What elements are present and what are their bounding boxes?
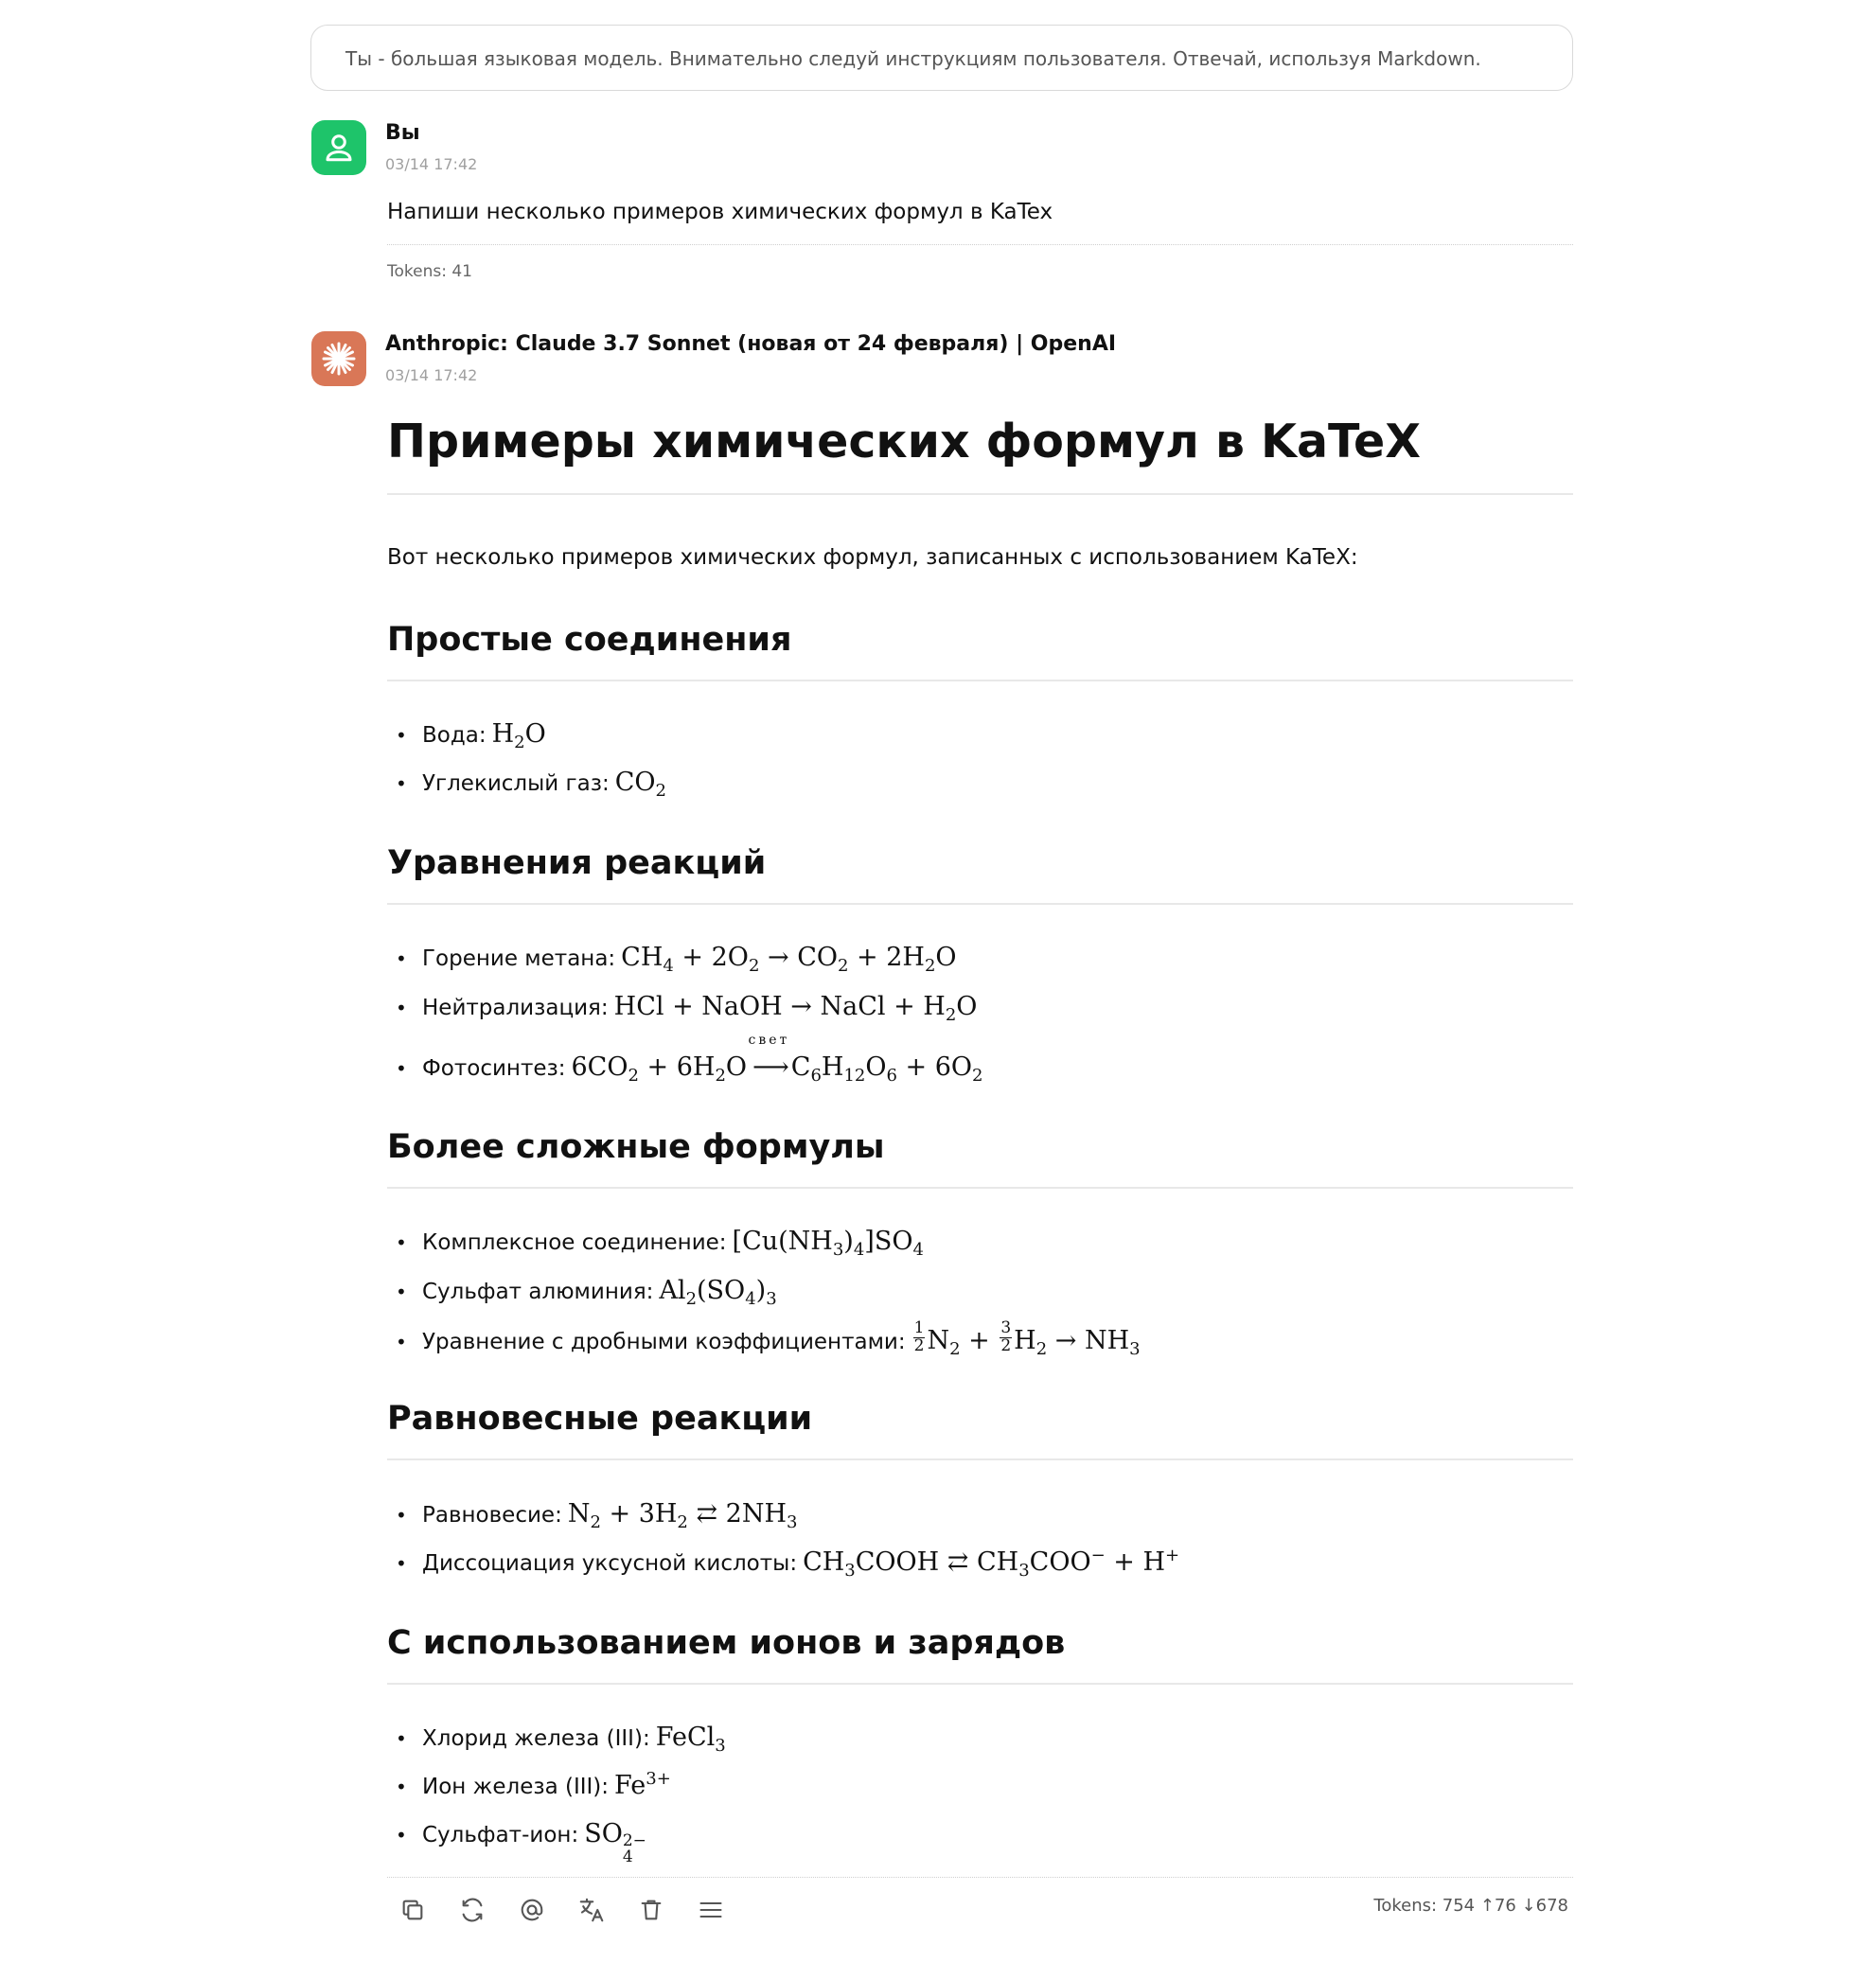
system-prompt[interactable]: Ты - большая языковая модель. Внимательно следуй инструкциям пользователя. Отвечай, используя Markdown. [310, 25, 1573, 91]
formula: HCl + NaOH → NaCl + $H_2O$ [613, 992, 978, 1025]
response-title: Примеры химических формул в KaTeX [387, 415, 1421, 468]
copy-button[interactable] [394, 1891, 432, 1929]
formula: $H_2O$ [491, 719, 546, 752]
formula: $\frac{1}{2}$ $N_2$ + $\frac{3}{2}$ $H_2 \to NH_3$ [913, 1318, 1141, 1359]
list-item: • Диссоциация уксусной кислоты: $CH_3COOH$ ⇄ $CH_3COO^- + H^+$ [396, 1546, 1180, 1581]
formula: FeCl$_3$ [655, 1723, 726, 1756]
mention-icon [519, 1897, 545, 1923]
section-heading: Простые соединения [387, 621, 792, 659]
formula: $CO_2$ [614, 768, 666, 801]
translate-icon [577, 1896, 606, 1924]
item-label: Фотосинтез: [422, 1056, 566, 1081]
list-item: • Уравнение с дробными коэффициентами: $\frac{1}{2}$ $N_2$ + $\frac{3}{2}$ $H_2 \to NH_3$ [396, 1318, 1141, 1359]
copy-icon [399, 1897, 426, 1923]
section-rule [387, 680, 1573, 681]
delete-button[interactable] [632, 1891, 670, 1929]
delete-icon [638, 1897, 664, 1923]
formula: $6CO_2 + 6H_2O$ свет ⟶ $C_6H_{12}O_6 + 6O_2$ [571, 1033, 983, 1086]
formula: $Al_2(SO_4)_3$ [659, 1276, 777, 1309]
user-icon [322, 131, 356, 165]
title-rule [387, 493, 1573, 495]
item-label: Горение метана: [422, 946, 616, 971]
list-item: • Равновесие: $N_2 + 3H_2$ ⇄ $2NH_3$ [396, 1499, 798, 1532]
formula: $[Cu(NH_3)_4]SO_4$ [732, 1227, 924, 1260]
assistant-avatar [311, 331, 366, 386]
formula: $Fe^{3+}$ [614, 1769, 671, 1800]
assistant-message-time: 03/14 17:42 [385, 366, 478, 384]
formula: $CH_4 + 2O_2 \to CO_2 + 2H_2O$ [621, 943, 957, 976]
assistant-model-name: Anthropic: Claude 3.7 Sonnet (новая от 24 февраля) | OpenAI [385, 332, 1117, 356]
section-rule [387, 1187, 1573, 1189]
arrow-label: свет [748, 1033, 790, 1048]
mention-button[interactable] [513, 1891, 551, 1929]
formula: $N_2 + 3H_2$ ⇄ $2NH_3$ [567, 1499, 798, 1532]
list-item: • Сульфат алюминия: $Al_2(SO_4)_3$ [396, 1276, 777, 1309]
item-label: Комплексное соединение: [422, 1230, 727, 1255]
section-rule [387, 1458, 1573, 1460]
list-item: • Вода: $H_2O$ [396, 719, 546, 752]
item-label: Вода: [422, 723, 487, 748]
list-item: • Ион железа (III): $Fe^{3+}$ [396, 1769, 671, 1800]
item-label: Сульфат алюминия: [422, 1280, 654, 1304]
section-heading: Более сложные формулы [387, 1128, 885, 1166]
item-label: Углекислый газ: [422, 771, 610, 796]
item-label: Уравнение с дробными коэффициентами: [422, 1329, 906, 1354]
item-label: Нейтрализация: [422, 996, 609, 1020]
user-token-count: Tokens: 41 [387, 262, 472, 281]
user-author-name: Вы [385, 121, 420, 145]
list-item: • Нейтрализация: HCl + NaOH → NaCl + $H_2O$ [396, 992, 978, 1025]
menu-icon [698, 1897, 724, 1923]
user-message-text: Напиши несколько примеров химических формул в KaTex [387, 200, 1053, 224]
formula: SO 2− 4 [584, 1819, 646, 1866]
user-message-divider [387, 244, 1573, 245]
section-rule [387, 1683, 1573, 1685]
list-item: • Углекислый газ: $CO_2$ [396, 768, 666, 801]
list-item: • Фотосинтез: $6CO_2 + 6H_2O$ свет ⟶ $C_6H_{12}O_6 + 6O_2$ [396, 1033, 983, 1086]
user-avatar [311, 120, 366, 175]
translate-button[interactable] [573, 1891, 611, 1929]
item-label: Диссоциация уксусной кислоты: [422, 1551, 798, 1576]
regenerate-button[interactable] [453, 1891, 491, 1929]
item-label: Хлорид железа (III): [422, 1726, 650, 1751]
section-rule [387, 903, 1573, 905]
claude-burst-icon [320, 340, 358, 378]
item-label: Сульфат-ион: [422, 1823, 579, 1847]
list-item: • Горение метана: $CH_4 + 2O_2 \to CO_2 + 2H_2O$ [396, 943, 957, 976]
section-heading: Уравнения реакций [387, 844, 767, 882]
more-menu-button[interactable] [692, 1891, 730, 1929]
list-item: • Хлорид железа (III): FeCl$_3$ [396, 1723, 726, 1756]
item-label: Равновесие: [422, 1503, 562, 1528]
list-item: • Сульфат-ион: SO 2− 4 [396, 1819, 646, 1866]
item-label: Ион железа (III): [422, 1775, 610, 1799]
response-intro: Вот несколько примеров химических формул, записанных с использованием KaTeX: [387, 545, 1358, 570]
regenerate-icon [459, 1897, 486, 1923]
section-heading: Равновесные реакции [387, 1400, 813, 1438]
formula: $CH_3COOH$ ⇄ $CH_3COO^- + H^+$ [803, 1546, 1180, 1581]
list-item: • Комплексное соединение: $[Cu(NH_3)_4]SO_4$ [396, 1227, 924, 1260]
user-message-time: 03/14 17:42 [385, 155, 478, 173]
section-heading: С использованием ионов и зарядов [387, 1624, 1066, 1662]
response-token-count: Tokens: 754 ↑76 ↓678 [1373, 1896, 1568, 1916]
toolbar-divider [387, 1877, 1573, 1878]
